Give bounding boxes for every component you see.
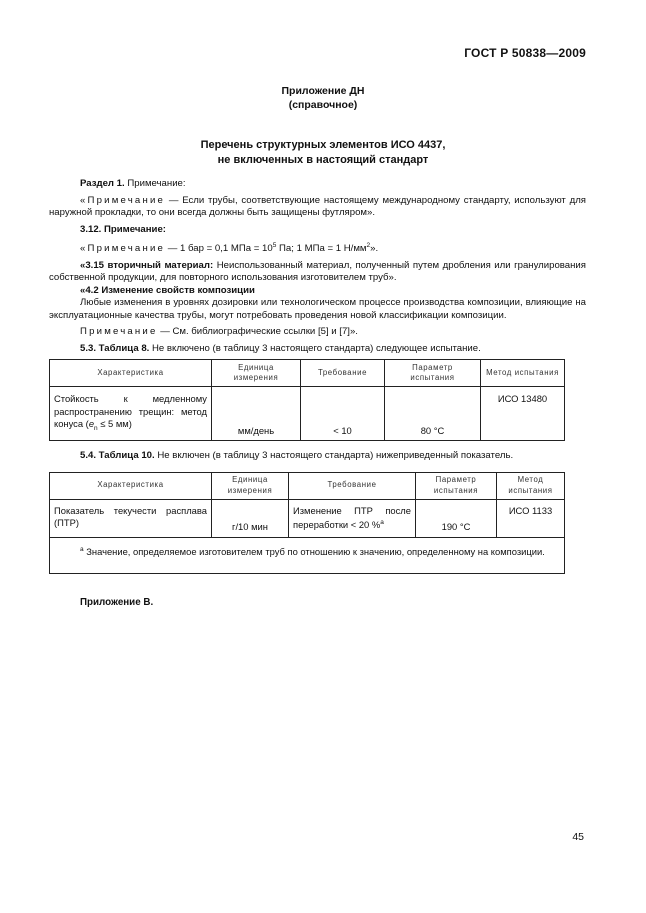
page-number: 45	[572, 831, 584, 843]
header-cell: Характеристика	[50, 360, 212, 387]
title-line-2: не включенных в настоящий стандарт	[217, 154, 429, 166]
header-cell: Требование	[289, 472, 416, 499]
subscript: n	[94, 425, 98, 433]
note-text: — 1 бар = 0,1 МПа = 10	[165, 243, 273, 255]
table-cell	[50, 387, 212, 441]
note-text: Па; 1 МПа = 1 Н/мм	[276, 243, 367, 255]
table-cell: г/10 мин	[212, 499, 289, 537]
superscript: 2	[366, 242, 371, 249]
table-10	[49, 472, 565, 574]
section-312-label: 3.12. Примечание:	[80, 223, 166, 235]
table-10-label: 5.4. Таблица 10.	[80, 450, 155, 462]
section-1-note	[49, 195, 586, 220]
table-header-row	[50, 472, 565, 499]
table-cell: 190 °С	[416, 499, 497, 537]
table-8	[49, 359, 565, 441]
header-cell: Единица измерения	[212, 360, 301, 387]
section-42-note	[80, 326, 586, 339]
table-8-label: 5.3. Таблица 8.	[80, 342, 150, 354]
superscript: a	[380, 519, 384, 527]
superscript: 5	[272, 242, 277, 249]
section-312-note	[80, 240, 586, 256]
footnote-text-block	[56, 544, 558, 559]
document-body	[49, 178, 586, 574]
document-code: ГОСТ Р 50838—2009	[464, 46, 586, 60]
header-cell: Характеристика	[50, 472, 212, 499]
table-cell: ИСО 1133	[497, 499, 565, 537]
table-10-intro-text: Не включен (в таблицу 3 настоящего стандарта) нижеприведенный показатель.	[154, 450, 514, 462]
cell-text: e	[88, 418, 95, 430]
header-cell: Параметр испытания	[416, 472, 497, 499]
section-315	[49, 260, 586, 285]
footnote-text: Значение, определяемое изготовителем труб по отношению к значению, определенному на композиции.	[83, 545, 545, 557]
table-cell: мм/день	[212, 387, 301, 441]
section-315-text: Неиспользованный материал, полученный путем дробления или гранулирования собственной продукции, для повторного использования изготовителем труб».	[49, 259, 586, 284]
note-word: «Примечание	[80, 243, 166, 255]
annex-subtitle: (справочное)	[288, 99, 358, 111]
section-1-label: Раздел 1.	[80, 178, 125, 189]
header-cell: Единица измерения	[212, 472, 289, 499]
page-title	[0, 138, 646, 168]
table-row	[50, 387, 565, 441]
table-cell	[289, 499, 416, 537]
section-42-text: Любые изменения в уровнях дозировки или технологическом процессе производства композиции, влияющие на эксплуатационные качества трубы, могут потребовать проведения новой классификации композиции.	[49, 297, 586, 321]
header-cell: Параметр испытания	[385, 360, 481, 387]
note-word: «Примечание	[80, 194, 166, 206]
note-text: — Если трубы, соответствующие настоящему международному стандарту, используют для наружной прокладки, то они всегда должны быть защищены футляром».	[49, 194, 586, 218]
cell-text: Изменение ПТР после переработки < 20 %	[293, 504, 411, 531]
annex-heading	[0, 84, 646, 112]
header-cell: Метод испытания	[481, 360, 565, 387]
section-1-text: Примечание:	[127, 178, 186, 189]
cell-text: ≤ 5 мм)	[97, 418, 132, 430]
section-1-heading	[80, 178, 586, 191]
title-line-1: Перечень структурных элементов ИСО 4437,	[200, 139, 446, 151]
section-42-label: «4.2 Изменение свойств композиции	[80, 284, 255, 296]
note-word: Примечание	[80, 326, 158, 338]
footnote-mark: a	[80, 545, 84, 553]
header-cell: Требование	[301, 360, 385, 387]
table-header-row	[50, 360, 565, 387]
table-footnote-row	[50, 537, 565, 573]
note-text: — См. библиографические ссылки [5] и [7]».	[157, 326, 358, 338]
annex-b-reference: Приложение В.	[80, 597, 154, 608]
note-text: ».	[370, 243, 379, 255]
table-8-intro	[80, 343, 586, 356]
header-cell: Метод испытания	[497, 472, 565, 499]
table-10-intro	[80, 450, 586, 463]
table-8-intro-text: Не включено (в таблицу 3 настоящего стандарта) следующее испытание.	[149, 342, 481, 354]
table-cell: 80 °С	[385, 387, 481, 441]
table-cell: Показатель текучести расплава (ПТР)	[50, 499, 212, 537]
table-cell: < 10	[301, 387, 385, 441]
table-footnote	[50, 537, 565, 573]
annex-title: Приложение ДН	[281, 85, 365, 97]
section-315-label: «3.15 вторичный материал:	[80, 259, 214, 271]
table-cell: ИСО 13480	[481, 387, 565, 441]
cell-text: Стойкость к медленному распространению трещин: метод конуса (	[54, 393, 207, 430]
table-row	[50, 499, 565, 537]
